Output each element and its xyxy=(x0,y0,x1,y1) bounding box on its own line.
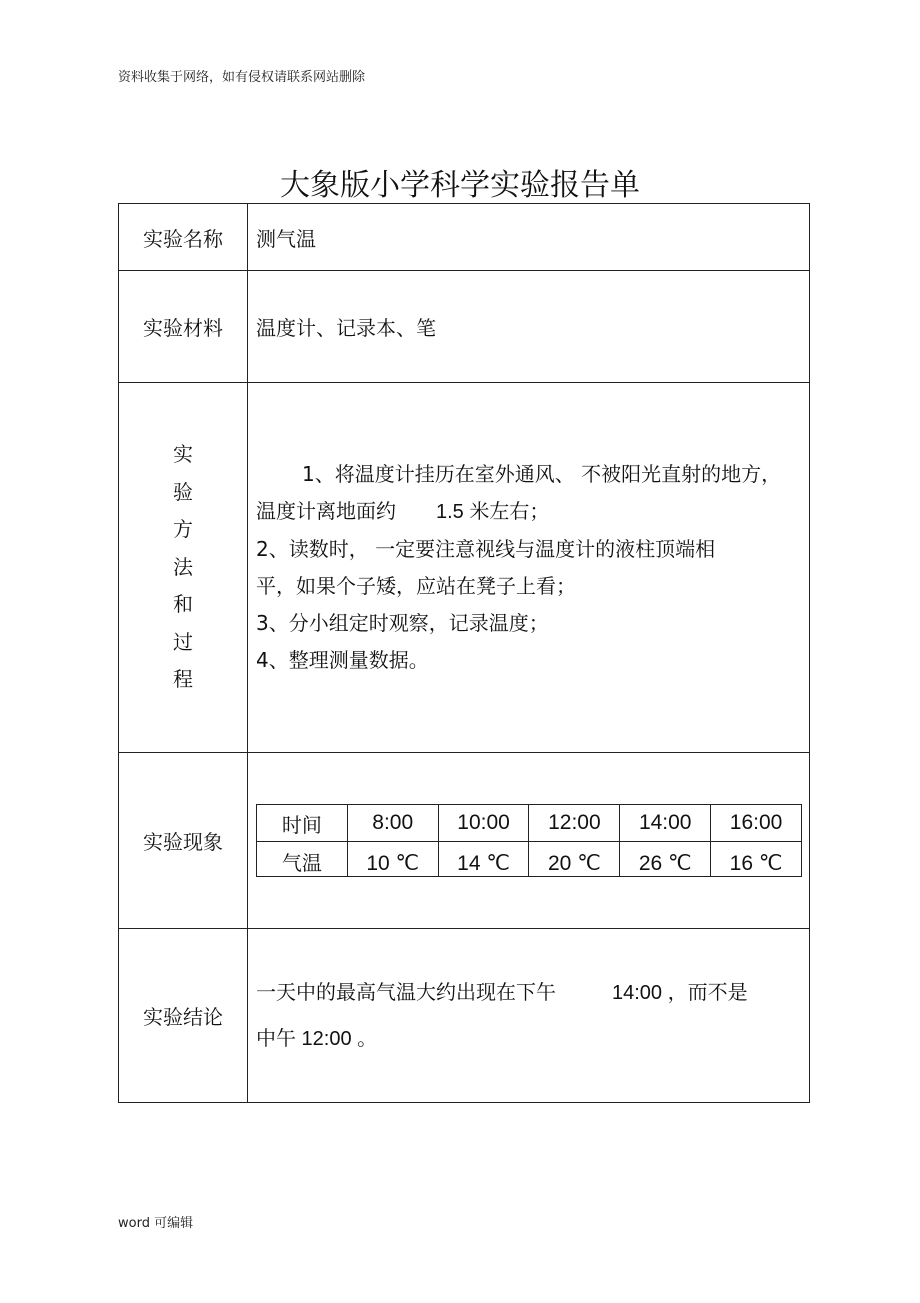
time-cell: 14:00 xyxy=(620,805,711,842)
temperature-row xyxy=(257,842,802,877)
label-method-char: 和 xyxy=(173,592,193,617)
label-experiment-name: 实验名称 xyxy=(119,204,248,271)
row-materials xyxy=(119,271,810,383)
temperature-cell: 14 ℃ xyxy=(438,842,529,877)
step-4: 4、整理测量数据。 xyxy=(256,648,429,672)
label-phenomenon: 实验现象 xyxy=(119,753,248,929)
label-method xyxy=(119,383,248,753)
time-header: 时间 xyxy=(257,805,348,842)
conclusion-line-1 xyxy=(256,969,809,1016)
header-note: 资料收集于网络，如有侵权请联系网站删除 xyxy=(118,70,366,85)
label-method-char: 法 xyxy=(173,554,193,579)
row-phenomenon xyxy=(119,753,810,929)
time-cell: 16:00 xyxy=(711,805,802,842)
temperature-cell: 26 ℃ xyxy=(620,842,711,877)
step-1-line-2 xyxy=(256,493,809,531)
conclusion-text xyxy=(248,929,810,1103)
conclusion-line-1-time: 14:00 ，而不是 xyxy=(612,982,748,1004)
time-cell: 12:00 xyxy=(529,805,620,842)
step-3: 3、分小组定时观察，记录温度； xyxy=(256,611,549,635)
label-conclusion: 实验结论 xyxy=(119,929,248,1103)
time-cell: 10:00 xyxy=(438,805,529,842)
temperature-table xyxy=(256,804,802,877)
label-method-char: 验 xyxy=(173,479,193,504)
temperature-header: 气温 xyxy=(257,842,348,877)
step-2-line-1: 2、读数时， 一定要注意视线与温度计的液柱顶端相 xyxy=(256,537,716,561)
value-materials: 温度计、记录本、笔 xyxy=(248,271,810,383)
phenomenon-cell xyxy=(248,753,810,929)
report-table xyxy=(118,203,810,1103)
row-experiment-name xyxy=(119,204,810,271)
label-method-char: 过 xyxy=(173,629,193,654)
temperature-cell: 20 ℃ xyxy=(529,842,620,877)
conclusion-line-1-text: 一天中的最高气温大约出现在下午 xyxy=(256,980,556,1004)
row-method xyxy=(119,383,810,753)
temperature-cell: 10 ℃ xyxy=(347,842,438,877)
step-1-height: 1.5 米左右； xyxy=(436,501,550,523)
label-method-char: 方 xyxy=(173,517,193,542)
step-1-line-1: 1、将温度计挂历在室外通风、 不被阳光直射的地方， xyxy=(302,462,782,486)
method-steps xyxy=(248,383,810,753)
label-method-char: 实 xyxy=(173,442,193,467)
label-method-char: 程 xyxy=(173,667,193,692)
conclusion-line-2: 中午 12:00 。 xyxy=(256,1028,378,1050)
page-title: 大象版小学科学实验报告单 xyxy=(280,168,640,203)
row-conclusion xyxy=(119,929,810,1103)
value-experiment-name: 测气温 xyxy=(248,204,810,271)
time-row xyxy=(257,805,802,842)
step-1-text: 温度计离地面约 xyxy=(256,499,396,523)
label-materials: 实验材料 xyxy=(119,271,248,383)
time-cell: 8:00 xyxy=(347,805,438,842)
step-2-line-2: 平，如果个子矮，应站在凳子上看； xyxy=(256,574,576,598)
footer-note: word 可编辑 xyxy=(118,1216,194,1231)
temperature-cell: 16 ℃ xyxy=(711,842,802,877)
